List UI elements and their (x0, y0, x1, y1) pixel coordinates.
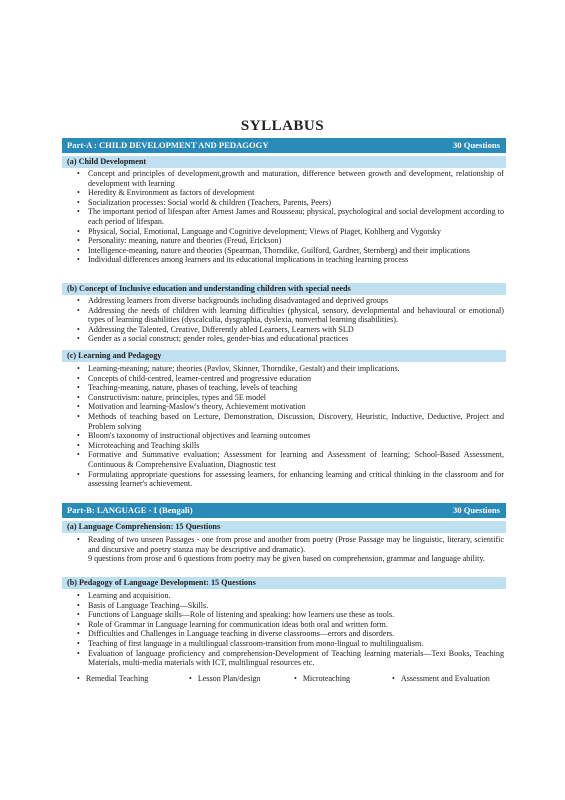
part-b-header (62, 503, 506, 518)
part-a-question-count: 30 Questions (452, 140, 500, 150)
list-item: • Heredity & Environment as factors of development (62, 188, 506, 198)
list-item: • Assessment and Evaluation (392, 674, 490, 684)
section-heading: (b) Concept of Inclusive education and understanding children with special needs (62, 283, 506, 295)
list-item: • Formative and Summative evaluation; Assessment for learning and Assessment of learning; School-Based Assessment, Continuous & Comprehensive Evaluation, Diagnostic test (62, 450, 506, 469)
list-item: • Physical, Social, Emotional, Language and Cognitive development; Views of Piaget, Kohlberg and Vygotsky (62, 227, 506, 237)
list-item: • Personality: meaning, nature and theories (Freud, Erickson) (62, 236, 506, 246)
part-a-header (62, 138, 506, 153)
section-heading: (a) Child Development (62, 156, 506, 168)
list-item: • Lesson Plan/design (189, 674, 261, 684)
page-title: SYLLABUS (240, 118, 325, 134)
list-item-continuation: 9 questions from prose and 6 questions from poetry may be given based on comprehension, grammar and language ability. (88, 554, 485, 564)
section-heading: (b) Pedagogy of Language Development: 15 Questions (62, 577, 506, 589)
list-item: • Constructivism: nature, principles, types and 5E model (62, 393, 506, 403)
list-item: • Addressing learners from diverse backgrounds including disadvantaged and deprived groups (62, 296, 506, 306)
list-item: • Learning-meaning; nature; theories (Pavlov, Skinner, Thorndike, Gestalt) and their implications. (62, 364, 506, 374)
list-item: • Remedial Teaching (77, 674, 148, 684)
list-item: • Learning and acquisition. (62, 591, 506, 601)
list-item: • Reading of two unseen Passages - one from prose and another from poetry (Prose Passage may be linguistic, literary, scientific and discursive and poetry stanza may be descriptive and dramatic). (62, 535, 506, 554)
list-item: • Teaching of first language in a multilingual classroom-transition from mono-lingual to multilingualism. (62, 639, 506, 649)
part-b-question-count: 30 Questions (452, 505, 500, 515)
section-c-list (62, 364, 506, 489)
list-item: • Difficulties and Challenges in Language teaching in diverse classrooms—errors and disorders. (62, 629, 506, 639)
comprehension-list (62, 535, 506, 564)
section-a-list (62, 169, 506, 265)
list-item: • Bloom's taxonomy of instructional objectives and learning outcomes (62, 431, 506, 441)
list-item: • Addressing the needs of children with learning difficulties (physical, sensory, developmental and behavioural or emotional) types of learning disabilities (dyscalculia, dysgraphia, dyslexia, nonverbal learning disabilities). (62, 306, 506, 325)
list-item: • Teaching-meaning, nature, phases of teaching, levels of teaching (62, 383, 506, 393)
pedagogy-list (62, 591, 506, 668)
list-item: • Intelligence-meaning, nature and theories (Spearman, Thorndike, Guilford, Gardner, Sternberg) and their implications (62, 246, 506, 256)
list-item: • Motivation and learning-Maslow's theory, Achievement motivation (62, 402, 506, 412)
list-item: • Gender as a social construct; gender roles, gender-bias and educational practices (62, 334, 506, 344)
list-item: • Individual differences among learners and its educational implications in teaching learning process (62, 255, 506, 265)
list-item: • Concepts of child-centred, learner-centred and progressive education (62, 374, 506, 384)
list-item: • Evaluation of language proficiency and comprehension-Development of Teaching learning materials—Text Books, Teaching Materials, multi-media materials with ICT, multilingual resources etc. (62, 649, 506, 668)
list-item: • Role of Grammar in Language learning for communication ideas both oral and written form. (62, 620, 506, 630)
list-item: • The important period of lifespan after Arnest James and Rousseau; physical, psychological and social development according to each period of lifespan. (62, 207, 506, 226)
section-b-list (62, 296, 506, 344)
list-item: • Functions of Language skills—Role of listening and speaking: how learners use these as tools. (62, 610, 506, 620)
part-b-title: Part-B: LANGUAGE - I (Bengali) (67, 505, 193, 515)
list-item: • Socialization processes: Social world & children (Teachers, Parents, Peers) (62, 198, 506, 208)
list-item: • Addressing the Talented, Creative, Differently abled Learners, Learners with SLD (62, 325, 506, 335)
section-heading: (c) Learning and Pedagogy (62, 350, 506, 362)
section-heading: (a) Language Comprehension: 15 Questions (62, 521, 506, 533)
list-item: • Microteaching and Teaching skills (62, 441, 506, 451)
list-item: • Microteaching (294, 674, 350, 684)
list-item: • Concept and principles of development,growth and maturation, difference between growth and development, relationship of development with learning (62, 169, 506, 188)
part-a-title: Part-A : CHILD DEVELOPMENT AND PEDAGOGY (67, 140, 269, 150)
list-item: • Basis of Language Teaching—Skills. (62, 601, 506, 611)
list-item: • Methods of teaching based on Lecture, Demonstration, Discussion, Discovery, Heuristic, Inductive, Deductive, Project and Problem solving (62, 412, 506, 431)
list-item: • Formulating appropriate questions for assessing learners, for enhancing learning and critical thinking in the classroom and for assessing learner's achievement. (62, 470, 506, 489)
